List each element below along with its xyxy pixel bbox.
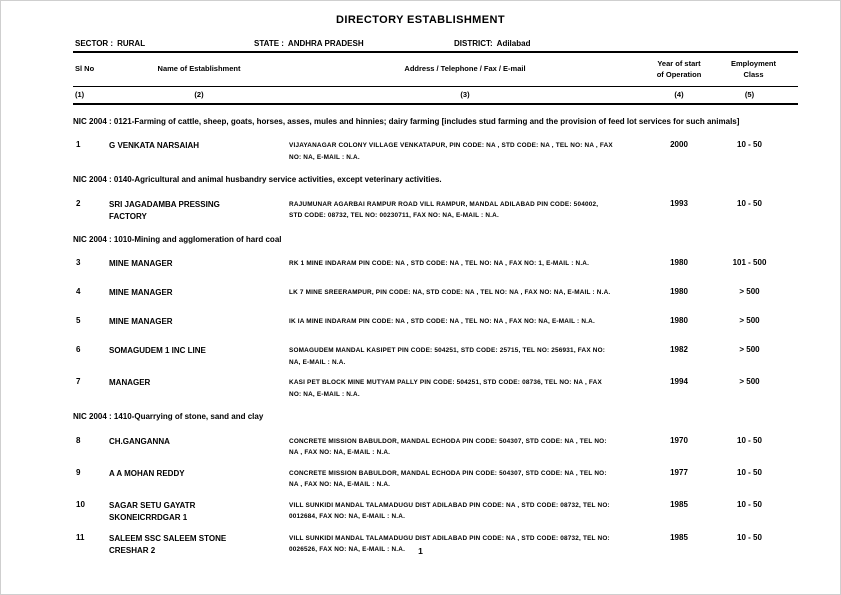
year-cell: 1982 — [670, 345, 688, 355]
col-number-5: (5) — [744, 90, 755, 99]
table-row — [73, 468, 798, 491]
employment-class-cell: > 500 — [739, 345, 760, 355]
year-cell: 1993 — [670, 198, 688, 208]
state-value: ANDHRA PRADESH — [287, 39, 364, 48]
establishment-name-cell: A A MOHAN REDDY — [109, 468, 185, 478]
establishment-name-cell: CH.GANGANNA — [109, 436, 170, 446]
nic-section-heading: NIC 2004 : 1010-Mining and agglomeration of hard coal — [73, 234, 282, 244]
sl-no-cell: 8 — [76, 435, 81, 445]
nic-section-heading: NIC 2004 : 0140-Agricultural and animal husbandry service activities, except veterinary activities. — [73, 175, 442, 185]
establishment-name-cell: SRI JAGADAMBA PRESSING FACTORY — [109, 199, 220, 221]
year-cell: 1985 — [670, 532, 688, 542]
table-row — [73, 199, 798, 223]
district-value: Adilabad — [496, 39, 531, 48]
district-label: DISTRICT: — [454, 39, 493, 48]
address-cell: SOMAGUDEM MANDAL KASIPET PIN CODE: 504251, STD CODE: 25715, TEL NO: 256931, FAX NO: NA, E-MAIL : N.A. — [289, 347, 606, 366]
sl-no-cell: 9 — [76, 467, 81, 477]
document-content — [73, 1, 798, 566]
col-number-3: (3) — [460, 90, 470, 99]
sl-no-cell: 3 — [76, 258, 81, 268]
table-header-row — [73, 53, 798, 86]
establishment-name-cell: MANAGER — [109, 378, 151, 388]
table-row — [73, 436, 798, 459]
establishment-name-cell: SOMAGUDEM 1 INC LINE — [109, 346, 206, 356]
nic-section-heading: NIC 2004 : 1410-Quarrying of stone, sand and clay — [73, 412, 264, 422]
header-employment: Employment Class — [730, 59, 776, 79]
sector-label: SECTOR : — [75, 39, 114, 48]
year-cell: 1970 — [670, 435, 688, 445]
table-row — [73, 287, 798, 307]
establishment-name-cell: SAGAR SETU GAYATR SKONEICRRDGAR 1 — [109, 500, 196, 522]
page-number: 1 — [418, 546, 423, 556]
employment-class-cell: 10 - 50 — [737, 198, 762, 208]
table-row — [73, 316, 798, 336]
header-sl-no: Sl No — [75, 64, 95, 74]
address-cell: VILL SUNKIDI MANDAL TALAMADUGU DIST ADILABAD PIN CODE: NA , STD CODE: 08732, TEL NO: 0012684, FAX NO: NA, E-MAIL : N.A. — [289, 501, 610, 521]
address-cell: VIJAYANAGAR COLONY VILLAGE VENKATAPUR, PIN CODE: NA , STD CODE: NA , TEL NO: NA , FAX NO: NA, E-MAIL : N.A. — [289, 142, 613, 161]
table-body — [73, 116, 798, 557]
establishment-name-cell: MINE MANAGER — [109, 317, 173, 327]
sl-no-cell: 10 — [76, 499, 85, 509]
year-cell: 1980 — [670, 287, 688, 297]
header-name: Name of Establishment — [157, 64, 241, 74]
establishment-name-cell: MINE MANAGER — [109, 288, 173, 298]
employment-class-cell: 10 - 50 — [737, 499, 762, 509]
document-meta-row — [73, 39, 798, 51]
year-cell: 1980 — [670, 316, 688, 326]
table-row — [73, 140, 798, 163]
col-number-2: (2) — [194, 90, 204, 99]
state-field — [254, 39, 364, 48]
address-cell: IK IA MINE INDARAM PIN CODE: NA , STD CODE: NA , TEL NO: NA , FAX NO: NA, E-MAIL : N.A. — [289, 318, 595, 326]
table-row — [73, 345, 798, 368]
sl-no-cell: 11 — [76, 532, 85, 542]
year-cell: 1977 — [670, 467, 688, 477]
sector-value: RURAL — [117, 39, 146, 48]
employment-class-cell: 10 - 50 — [737, 467, 762, 477]
sl-no-cell: 6 — [76, 345, 81, 355]
address-cell: CONCRETE MISSION BABULDOR, MANDAL ECHODA PIN CODE: 504307, STD CODE: NA , TEL NO: NA , FAX NO: NA, E-MAIL : N.A. — [289, 469, 607, 489]
year-cell: 1980 — [670, 258, 688, 268]
establishment-name-cell: G VENKATA NARSAIAH — [109, 141, 200, 151]
col-number-1: (1) — [75, 90, 85, 99]
employment-class-cell: 101 - 500 — [732, 258, 767, 268]
employment-class-cell: > 500 — [739, 287, 760, 297]
nic-section-heading: NIC 2004 : 0121-Farming of cattle, sheep, goats, horses, asses, mules and hinnies; dairy farming [includes stud farming and the provision of feed lot services for such animals] — [73, 117, 740, 126]
sl-no-cell: 7 — [76, 377, 81, 387]
year-cell: 1985 — [670, 499, 688, 509]
page-title: DIRECTORY ESTABLISHMENT — [336, 14, 505, 26]
divider — [73, 103, 798, 105]
address-cell: RAJUMUNAR AGARBAI RAMPUR ROAD VILL RAMPUR, MANDAL ADILABAD PIN CODE: 504002, STD CODE: 08732, TEL NO: 00230711, FAX NO: NA, E-MAIL : N.A. — [289, 200, 599, 220]
state-label: STATE : — [254, 39, 284, 48]
address-cell: CONCRETE MISSION BABULDOR, MANDAL ECHODA PIN CODE: 504307, STD CODE: NA , TEL NO: NA , FAX NO: NA, E-MAIL : N.A. — [289, 437, 607, 457]
table-row — [73, 258, 798, 278]
sl-no-cell: 2 — [76, 198, 81, 208]
column-number-row — [73, 87, 798, 103]
header-address: Address / Telephone / Fax / E-mail — [404, 64, 526, 74]
employment-class-cell: > 500 — [739, 377, 760, 387]
address-cell: KASI PET BLOCK MINE MUTYAM PALLY PIN CODE: 504251, STD CODE: 08736, TEL NO: NA , FAX NO: NA, E-MAIL : N.A. — [289, 379, 602, 398]
col-number-4: (4) — [674, 90, 684, 99]
year-cell: 2000 — [670, 140, 688, 150]
sl-no-cell: 5 — [76, 316, 81, 326]
header-year: Year of start of Operation — [656, 59, 702, 79]
address-cell: RK 1 MINE INDARAM PIN CODE: NA , STD CODE: NA , TEL NO: NA , FAX NO: 1, E-MAIL : N.A. — [289, 260, 590, 268]
address-cell: LK 7 MINE SREERAMPUR, PIN CODE: NA, STD CODE: NA , TEL NO: NA , FAX NO: NA, E-MAIL : N.A. — [289, 289, 611, 297]
employment-class-cell: 10 - 50 — [737, 140, 762, 150]
sl-no-cell: 1 — [76, 140, 81, 150]
table-row — [73, 377, 798, 400]
district-field — [454, 39, 530, 48]
employment-class-cell: 10 - 50 — [737, 532, 762, 542]
employment-class-cell: > 500 — [739, 316, 760, 326]
table-row — [73, 500, 798, 524]
establishment-name-cell: MINE MANAGER — [109, 259, 173, 269]
sl-no-cell: 4 — [76, 287, 81, 297]
address-cell: VILL SUNKIDI MANDAL TALAMADUGU DIST ADILABAD PIN CODE: NA , STD CODE: 08732, TEL NO: 0026526, FAX NO: NA, E-MAIL : N.A. — [289, 534, 610, 554]
year-cell: 1994 — [670, 377, 688, 387]
employment-class-cell: 10 - 50 — [737, 435, 762, 445]
sector-field — [75, 39, 145, 48]
establishment-name-cell: SALEEM SSC SALEEM STONE CRESHAR 2 — [109, 533, 227, 555]
